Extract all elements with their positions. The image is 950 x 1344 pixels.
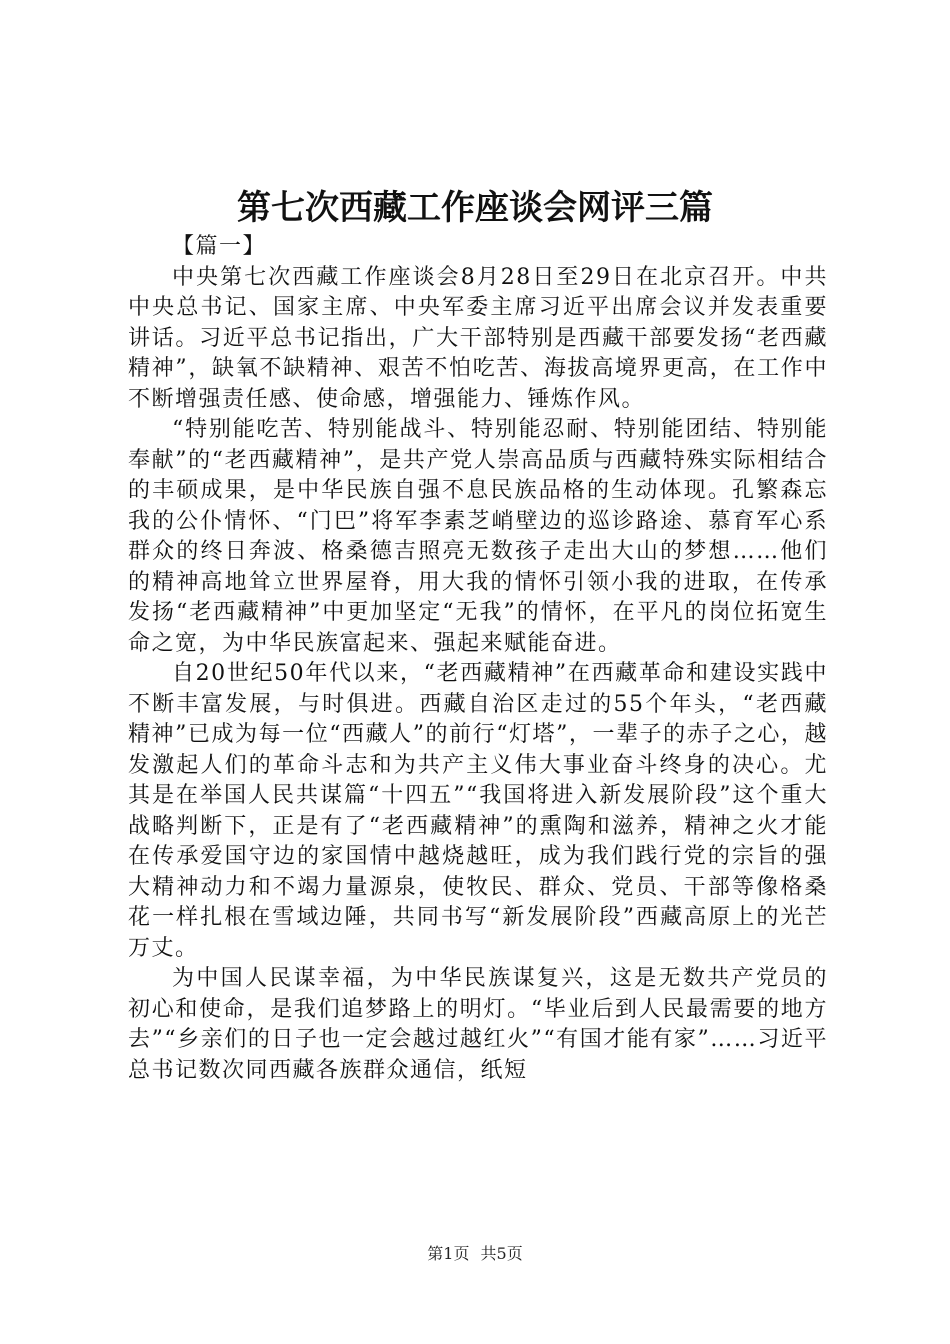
document-body <box>128 232 828 1086</box>
document-title: 第七次西藏工作座谈会网评三篇 <box>237 188 713 228</box>
page-total: 共5页 <box>480 1244 523 1263</box>
paragraph-4: 为中国人民谋幸福，为中华民族谋复兴，这是无数共产党员的初心和使命，是我们追梦路上的明灯。“毕业后到人民最需要的地方去”“乡亲们的日子也一定会越过越红火”“有国才能有家”……习近平总书记数次同西藏各族群众通信，纸短 <box>128 966 828 1083</box>
page-footer <box>0 1241 950 1264</box>
page-number: 第1页 <box>427 1244 470 1263</box>
section-heading: 【篇一】 <box>172 234 267 259</box>
paragraph-1: 中央第七次西藏工作座谈会8月28日至29日在北京召开。中共中央总书记、国家主席、中央军委主席习近平出席会议并发表重要讲话。习近平总书记指出，广大干部特别是西藏干部要发扬“老西藏精神”，缺氧不缺精神、艰苦不怕吃苦、海拔高境界更高，在工作中不断增强责任感、使命感，增强能力、锤炼作风。 <box>128 264 828 412</box>
paragraph-2: “特别能吃苦、特别能战斗、特别能忍耐、特别能团结、特别能奉献”的“老西藏精神”，是共产党人崇高品质与西藏特殊实际相结合的丰硕成果，是中华民族自强不息民族品格的生动体现。孔繁森忘我的公仆情怀、“门巴”将军李素芝峭壁边的巡诊路途、慕育军心系群众的终日奔波、格桑德吉照亮无数孩子走出大山的梦想……他们的精神高地耸立世界屋脊，用大我的情怀引领小我的进取，在传承发扬“老西藏精神”中更加坚定“无我”的情怀，在平凡的岗位拓宽生命之宽，为中华民族富起来、强起来赋能奋进。 <box>128 417 828 656</box>
paragraph-3: 自20世纪50年代以来，“老西藏精神”在西藏革命和建设实践中不断丰富发展，与时俱进。西藏自治区走过的55个年头，“老西藏精神”已成为每一位“西藏人”的前行“灯塔”，一辈子的赤子之心，越发激起人们的革命斗志和为共产主义伟大事业奋斗终身的决心。尤其是在举国人民共谋篇“十四五”“我国将进入新发展阶段”这个重大战略判断下，正是有了“老西藏精神”的熏陶和滋养，精神之火才能在传承爱国守边的家国情中越烧越旺，成为我们践行党的宗旨的强大精神动力和不竭力量源泉，使牧民、群众、党员、干部等像格桑花一样扎根在雪域边陲，共同书写“新发展阶段”西藏高原上的光芒万丈。 <box>128 661 828 961</box>
